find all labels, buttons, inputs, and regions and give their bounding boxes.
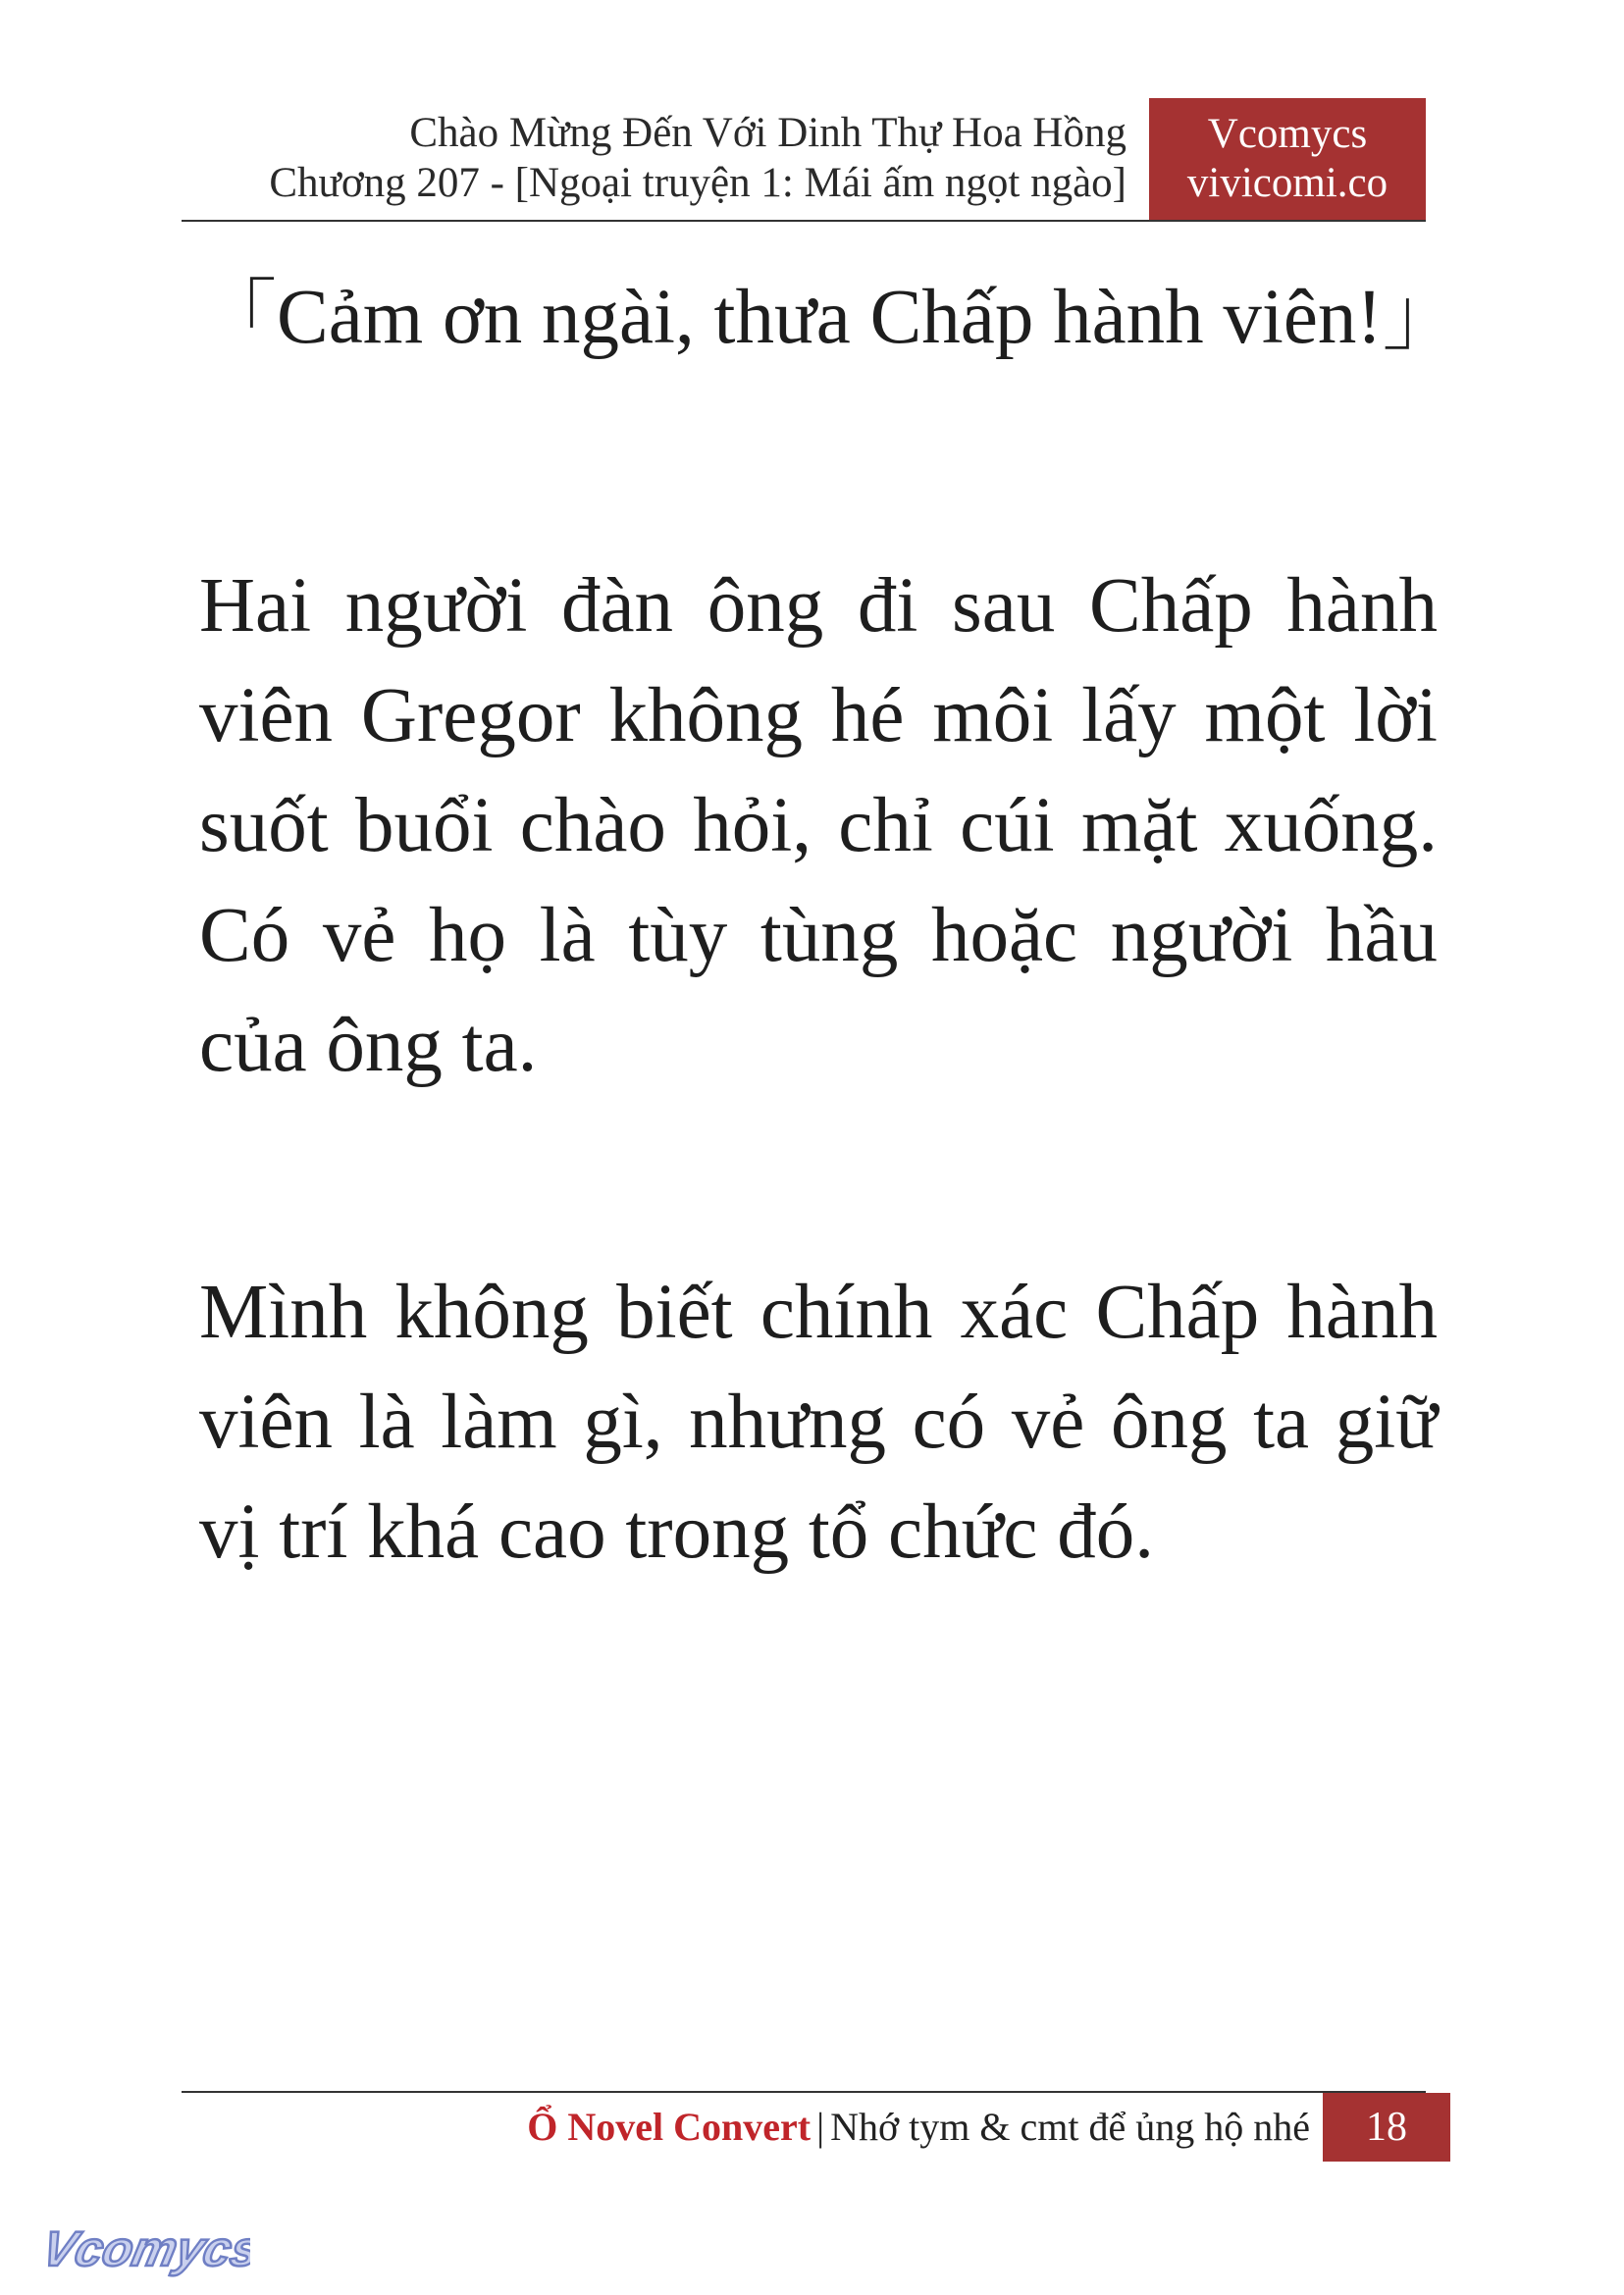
novel-title: Chào Mừng Đến Với Dinh Thự Hoa Hồng bbox=[409, 110, 1126, 156]
footer-text bbox=[527, 2103, 1310, 2152]
footer-message: Nhớ tym & cmt để ủng hộ nhé bbox=[830, 2105, 1310, 2149]
page-content bbox=[199, 263, 1460, 1588]
vcomycs-watermark-logo bbox=[29, 2213, 250, 2286]
footer-brand: Ổ Novel Convert bbox=[527, 2105, 812, 2149]
page-header bbox=[182, 98, 1426, 221]
footer-separator: | bbox=[816, 2105, 825, 2149]
header-titles bbox=[269, 108, 1126, 208]
site-badge-url: vivicomi.co bbox=[1186, 160, 1388, 206]
paragraph-dialogue: 「Cảm ơn ngài, thưa Chấp hành viên!」 bbox=[199, 275, 1460, 360]
header-divider bbox=[182, 220, 1426, 222]
svg-text:Vcomycs: Vcomycs bbox=[37, 2220, 250, 2276]
page-footer bbox=[182, 2093, 1450, 2162]
site-badge-name: Vcomycs bbox=[1207, 111, 1368, 157]
paragraph-narration-2: Mình không biết chính xác Chấp hành viên là làm gì, nhưng có vẻ ông ta giữ vị trí khá cao trong tổ chức đó. bbox=[199, 1270, 1438, 1575]
site-badge bbox=[1149, 98, 1426, 221]
vcomycs-logo-icon bbox=[29, 2213, 250, 2286]
chapter-title: Chương 207 - [Ngoại truyện 1: Mái ấm ngọt ngào] bbox=[269, 160, 1126, 206]
paragraph-narration-1: Hai người đàn ông đi sau Chấp hành viên Gregor không hé môi lấy một lời suốt buổi chào hỏi, chỉ cúi mặt xuống. Có vẻ họ là tùy tùng hoặc người hầu của ông ta. bbox=[199, 563, 1438, 1088]
page-number: 18 bbox=[1323, 2093, 1450, 2162]
